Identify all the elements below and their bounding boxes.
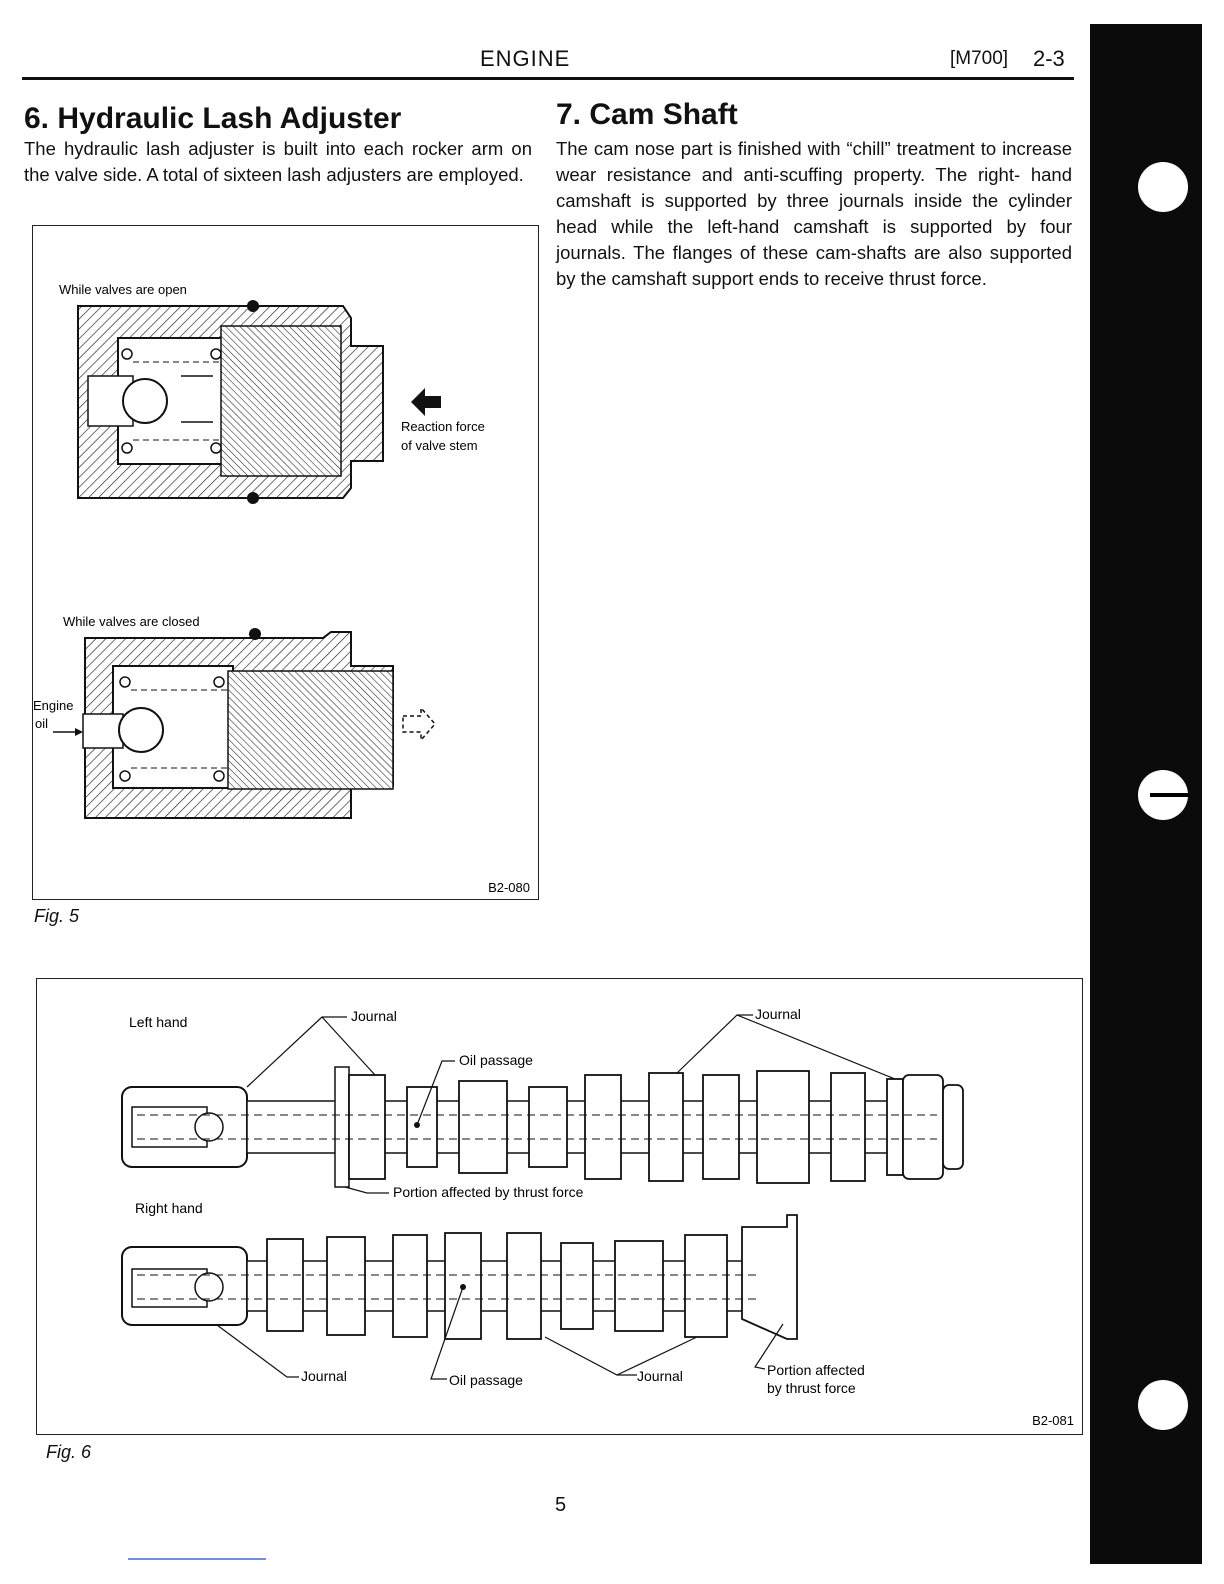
label-right-hand: Right hand bbox=[135, 1200, 203, 1216]
section-7-body: The cam nose part is finished with “chill” treatment to increase wear resistance and anti-scuffing property. The right- hand camshaft is supported by three journals inside the cylinder head while the left-hand camshaft is supported by four journals. The flanges of these cam-shafts are also supported by the camshaft support ends to receive thrust force. bbox=[556, 138, 1072, 289]
punch-hole bbox=[1138, 1380, 1188, 1430]
label-oil-passage-left: Oil passage bbox=[459, 1052, 533, 1068]
left-hand-camshaft bbox=[122, 1067, 963, 1187]
section-6-body: The hydraulic lash adjuster is built into each rocker arm on the valve side. A total of sixteen lash adjusters are employed. bbox=[24, 138, 532, 185]
figure-5-caption: Fig. 5 bbox=[34, 906, 80, 926]
figure-6-caption: Fig. 6 bbox=[46, 1442, 92, 1462]
label-valves-closed: While valves are closed bbox=[63, 614, 200, 629]
lash-adjuster-open-section bbox=[78, 300, 383, 504]
label-left-hand: Left hand bbox=[129, 1014, 188, 1030]
label-oil-passage-right: Oil passage bbox=[449, 1372, 523, 1388]
label-engine-oil-1: Engine bbox=[33, 698, 74, 713]
punch-hole-mark bbox=[1150, 793, 1190, 797]
label-journal-left-2: Journal bbox=[755, 1006, 801, 1022]
header-rule bbox=[22, 77, 1074, 80]
bottom-underline-mark bbox=[128, 1558, 266, 1560]
label-thrust-right-2: by thrust force bbox=[767, 1380, 856, 1396]
label-reaction-force-1: Reaction force bbox=[401, 419, 485, 434]
label-journal-left-1: Journal bbox=[351, 1008, 397, 1024]
outward-force-arrow bbox=[403, 708, 435, 740]
label-reaction-force-2: of valve stem bbox=[401, 438, 478, 453]
lash-adjuster-closed-section bbox=[83, 628, 393, 818]
figure-6-camshafts bbox=[36, 978, 1083, 1435]
figure-5-drawing bbox=[33, 226, 538, 899]
running-header-title: ENGINE bbox=[480, 46, 571, 71]
label-valves-open: While valves are open bbox=[59, 282, 187, 297]
reaction-force-arrow bbox=[411, 388, 441, 416]
right-hand-camshaft bbox=[122, 1215, 797, 1339]
model-code: [M700] bbox=[950, 48, 1009, 69]
figure-5-code: B2-080 bbox=[488, 880, 530, 895]
section-7-title: 7. Cam Shaft bbox=[556, 98, 738, 131]
page-number: 5 bbox=[555, 1494, 567, 1516]
label-thrust-right-1: Portion affected bbox=[767, 1362, 865, 1378]
figure-6-drawing bbox=[37, 979, 1082, 1434]
section-6-title: 6. Hydraulic Lash Adjuster bbox=[24, 102, 402, 135]
label-journal-right-2: Journal bbox=[637, 1368, 683, 1384]
label-journal-right-1: Journal bbox=[301, 1368, 347, 1384]
figure-5-lash-adjuster bbox=[32, 225, 539, 900]
label-engine-oil-2: oil bbox=[35, 716, 49, 731]
section-page-ref: 2-3 bbox=[1033, 46, 1065, 71]
figure-6-code: B2-081 bbox=[1032, 1413, 1074, 1428]
punch-hole bbox=[1138, 162, 1188, 212]
label-thrust-left: Portion affected by thrust force bbox=[393, 1184, 584, 1200]
